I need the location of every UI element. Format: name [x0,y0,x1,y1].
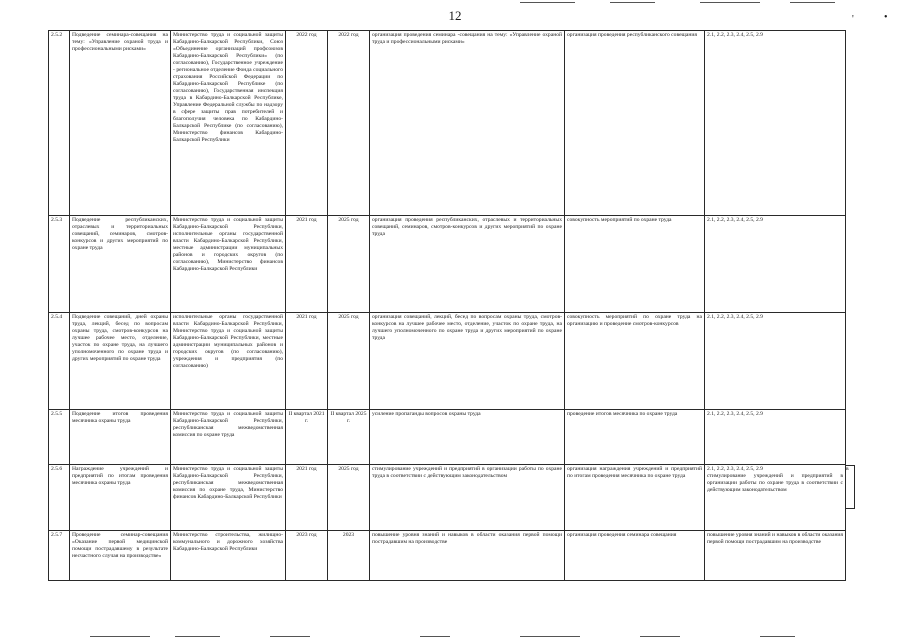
end-date-cell: 2025 год [328,313,370,410]
indicator-cell: организация проведения семинара совещания [565,531,705,581]
table-row [49,531,846,581]
result-cell: организация проведения семинара -совещания на тему: «Управление охраной труда и профессиональными рисками» [370,31,565,216]
outcome-text: повышение уровня знаний и навыков в области оказания первой помощи пострадавшим на производстве [707,532,843,545]
result-cell: организация совещаний, лекций, бесед по вопросам охраны труда, смотров-конкурсов на лучшее рабочее место, отделение, участок по охране труда, на лучшего уполномоченного по охране труда и других мероприятий по охране труда [370,313,565,410]
table-row [49,31,846,216]
start-date-cell: II квартал 2021 г. [286,410,328,465]
start-date-cell: 2023 год [286,531,328,581]
indicator-cell: организация проведения республиканского совещания [565,31,705,216]
footer-rule-6 [640,636,680,637]
executors-cell: Министерство строительства, жилищно-коммунального и дорожного хозяйства Кабардино-Балкарской Республики [171,531,286,581]
event-cell: Подведение республиканских, отраслевых и территориальных совещаний, семинаров, смотров-конкурсов и других мероприятий по охране труда [70,216,171,313]
row-number: 2.5.3 [49,216,70,313]
footer-rule-1 [90,636,150,637]
indicator-cell: организация награждения учреждений и предприятий по итогам проведения месячника по охране труда [565,465,705,531]
executors-cell: Министерство труда и социальной защиты Кабардино-Балкарской Республики, республиканская межведомственная комиссия по охране труда, Министерство финансов Кабардино-Балкарской Республики [171,465,286,531]
links-cell: 2.1, 2.2, 2.3, 2.4, 2.5, 2.9 [705,313,846,410]
result-cell: организация проведения республиканских, отраслевых и территориальных совещаний, семинаров, смотров-конкурсов и других мероприятий по охране труда [370,216,565,313]
indicator-cell: совокупность мероприятий по охране труда на организацию и проведение смотров-конкурсов [565,313,705,410]
table-row [49,465,846,531]
end-date-cell: 2025 год [328,465,370,531]
event-cell: Подведение итогов проведения месячника охраны труда [70,410,171,465]
end-date-cell: 2023 [328,531,370,581]
row-number: 2.5.2 [49,31,70,216]
table-row [49,313,846,410]
indicator-cell: проведение итогов месячника по охране труда [565,410,705,465]
result-cell: усиление пропаганды вопросов охраны труда [370,410,565,465]
row-number: 2.5.7 [49,531,70,581]
start-date-cell: 2021 год [286,313,328,410]
executors-cell: исполнительные органы государственной власти Кабардино-Балкарской Республики, Министерство труда и социальной защиты Кабардино-Балкарской Республики, местные администрации муниципальных районов и городских округов (по согласованию), учреждения и предприятия (по согласованию) [171,313,286,410]
result-cell: стимулирование учреждений и предприятий в организации работы по охране труда в соответствии с действующим законодательством [370,465,565,531]
event-cell: Награждение учреждений и предприятий по итогам проведения месячника охраны труда [70,465,171,531]
footer-rule-2 [175,636,220,637]
start-date-cell: 2021 год [286,465,328,531]
header-rule-1 [520,2,575,3]
table-row [49,410,846,465]
end-date-cell: II квартал 2025 г. [328,410,370,465]
row-number: 2.5.4 [49,313,70,410]
header-rule-2 [610,2,655,3]
links-cell: 2.1, 2.2, 2.3, 2.4, 2.5, 2.9 [705,410,846,465]
table-row [49,216,846,313]
footer-rule-7 [760,636,795,637]
executors-cell: Министерство труда и социальной защиты Кабардино-Балкарской Республики, исполнительные органы государственной власти Кабардино-Балкарской Республики, местные администрации муниципальных районов и городских округов (по согласованию), Министерство финансов Кабардино-Балкарской Республики [171,216,286,313]
header-rule-3 [700,2,760,3]
row-number: 2.5.6 [49,465,70,531]
truncated-column-edge: в [845,465,855,509]
event-cell: Проведение семинар-совещания «Оказание первой медицинской помощи пострадавшему в результате несчастного случая на производстве» [70,531,171,581]
footer-rule-5 [520,636,580,637]
links-cell: 2.1, 2.2, 2.3, 2.4, 2.5, 2.9 [705,216,846,313]
result-cell: повышение уровня знаний и навыков в области оказания первой помощи пострадавшим на производстве [370,531,565,581]
measures-table [48,30,846,581]
end-date-cell: 2025 год [328,216,370,313]
links-cell: 2.1, 2.2, 2.3, 2.4, 2.5, 2.9 [705,31,846,216]
row-number: 2.5.5 [49,410,70,465]
start-date-cell: 2022 год [286,31,328,216]
outcome-text: стимулирование учреждений и предприятий в организации работы по охране труда в соответствии с действующим законодательством [707,473,843,493]
header-rule-4 [790,2,835,3]
footer-rule-3 [270,636,310,637]
indicator-cell: совокупность мероприятий по охране труда [565,216,705,313]
margin-mark-2: • [884,12,888,23]
margin-mark-1: ' [852,14,854,25]
start-date-cell: 2021 год [286,216,328,313]
end-date-cell: 2022 год [328,31,370,216]
executors-cell: Министерство труда и социальной защиты Кабардино-Балкарской Республики, Союз «Объединение организаций профсоюзов Кабардино-Балкарской Республики» (по согласованию), Государственное учреждение - региональное отделение Фонда социального страхования Российской Федерации по Кабардино-Балкарской Республике (по согласованию), Государственная инспекция труда в Кабардино-Балкарской Республике, Управление Федеральной службы по надзору в сфере защиты прав потребителей и благополучия человека по Кабардино-Балкарской Республике (по согласованию), Министерство финансов Кабардино-Балкарской Республики [171,31,286,216]
executors-cell: Министерство труда и социальной защиты Кабардино-Балкарской Республики, республиканская межведомственная комиссия по охране труда [171,410,286,465]
page-number: 12 [448,8,462,23]
event-cell: Подведение совещаний, дней охраны труда, лекций, бесед по вопросам охраны труда, смотров-конкурсов на лучшее рабочее место, отделение, участок по охране труда, на лучшего уполномоченного по охране труда и других мероприятий по охране труда [70,313,171,410]
links-text: 2.1, 2.2, 2.3, 2.4, 2.5, 2.9 [707,466,763,472]
footer-rule-4 [420,636,450,637]
outcome-cell [705,465,846,531]
outcome-cell [705,531,846,581]
event-cell: Подведение семинара-совещания на тему: «Управление охраной труда и профессиональными рисками» [70,31,171,216]
